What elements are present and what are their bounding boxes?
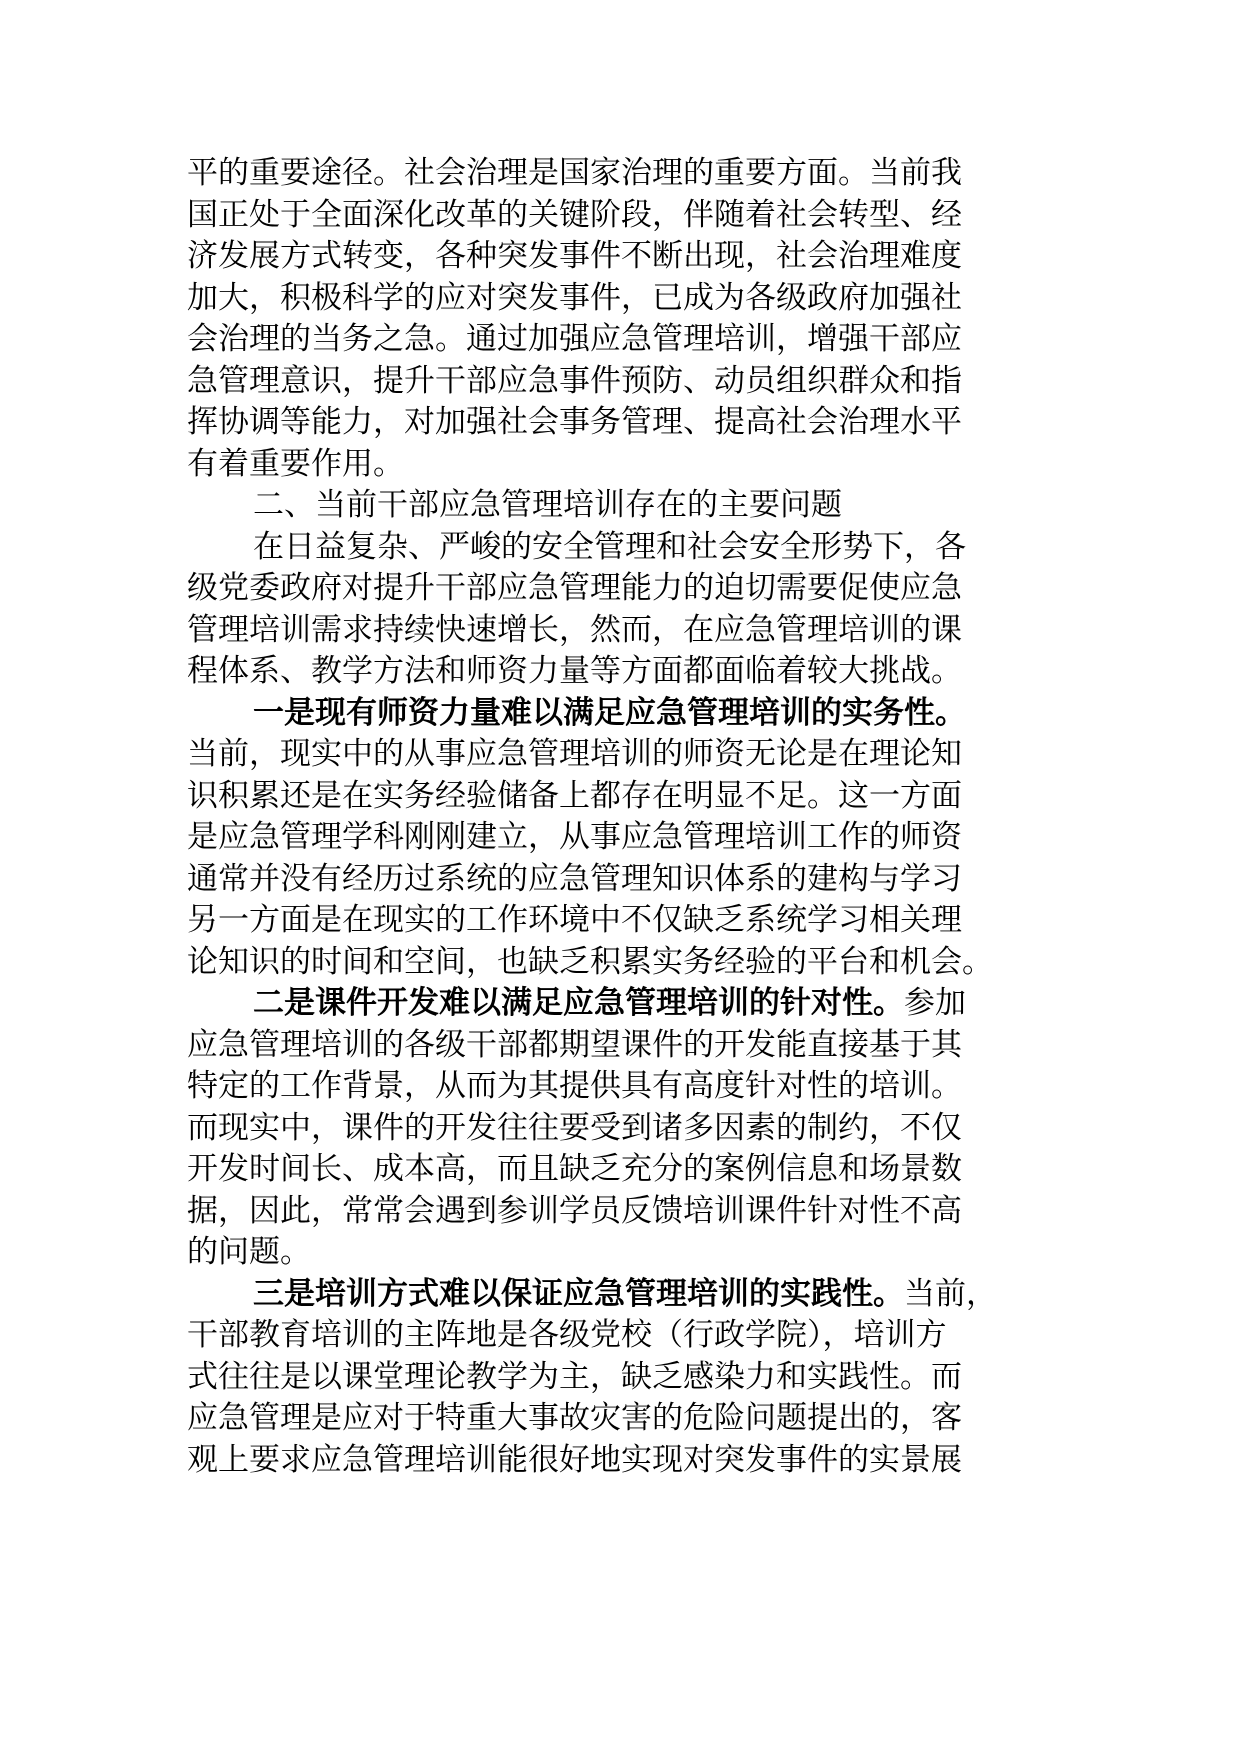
bold-point-title: 二是课件开发难以满足应急管理培训的针对性。 [253, 985, 904, 1021]
text-line: 平的重要途径。社会治理是国家治理的重要方面。当前我 [187, 155, 962, 191]
text-line: 国正处于全面深化改革的关键阶段，伴随着社会转型、经 [187, 196, 962, 233]
document-body [187, 153, 1067, 1481]
text-line: 急管理意识，提升干部应急事件预防、动员组织群众和指 [187, 362, 962, 399]
text-line: 另一方面是在现实的工作环境中不仅缺乏系统学习相关理 [187, 902, 962, 938]
bold-point-line [187, 1274, 1067, 1316]
text-line: 有着重要作用。 [187, 445, 404, 482]
text-line: 济发展方式转变，各种突发事件不断出现，社会治理难度 [187, 238, 962, 274]
text-line: 而现实中，课件的开发往往要受到诸多因素的制约，不仅 [187, 1109, 962, 1146]
text-line: 观上要求应急管理培训能很好地实现对突发事件的实景展 [187, 1441, 962, 1478]
bold-point-title: 一是现有师资力量难以满足应急管理培训的实务性。 [253, 694, 966, 731]
text-run: 当前， [904, 1275, 997, 1312]
bold-point-line [187, 693, 1067, 735]
text-line: 的问题。 [187, 1234, 311, 1270]
text-run: 参加 [904, 985, 966, 1021]
bold-point-title: 三是培训方式难以保证应急管理培训的实践性。 [253, 1275, 904, 1312]
text-line: 开发时间长、成本高，而且缺乏充分的案例信息和场景数 [187, 1151, 962, 1187]
text-line: 干部教育培训的主阵地是各级党校（行政学院），培训方 [187, 1317, 947, 1353]
text-line: 式往往是以课堂理论教学为主，缺乏感染力和实践性。而 [187, 1358, 962, 1395]
text-line: 应急管理是应对于特重大事故灾害的危险问题提出的，客 [187, 1400, 962, 1436]
text-line: 会治理的当务之急。通过加强应急管理培训，增强干部应 [187, 321, 962, 357]
text-line: 应急管理培训的各级干部都期望课件的开发能直接基于其 [187, 1026, 962, 1063]
text-line: 据，因此，常常会遇到参训学员反馈培训课件针对性不高 [187, 1192, 962, 1229]
text-line: 当前，现实中的从事应急管理培训的师资无论是在理论知 [187, 736, 962, 772]
text-line: 挥协调等能力，对加强社会事务管理、提高社会治理水平 [187, 404, 962, 440]
text-line: 程体系、教学方法和师资力量等方面都面临着较大挑战。 [187, 653, 962, 689]
text-line: 论知识的时间和空间，也缺乏积累实务经验的平台和机会。 [187, 943, 993, 980]
text-line: 加大，积极科学的应对突发事件，已成为各级政府加强社 [187, 279, 962, 316]
text-line: 是应急管理学科刚刚建立，从事应急管理培训工作的师资 [187, 819, 962, 855]
paragraph-first-line: 在日益复杂、严峻的安全管理和社会安全形势下，各 [253, 528, 966, 565]
text-line: 特定的工作背景，从而为其提供具有高度针对性的培训。 [187, 1068, 962, 1104]
text-line: 管理培训需求持续快速增长，然而，在应急管理培训的课 [187, 611, 962, 648]
section-heading: 二、当前干部应急管理培训存在的主要问题 [253, 487, 842, 523]
bold-point-line [187, 983, 1067, 1025]
text-line: 级党委政府对提升干部应急管理能力的迫切需要促使应急 [187, 570, 962, 606]
text-line: 识积累还是在实务经验储备上都存在明显不足。这一方面 [187, 777, 962, 814]
text-line: 通常并没有经历过系统的应急管理知识体系的建构与学习 [187, 860, 962, 897]
